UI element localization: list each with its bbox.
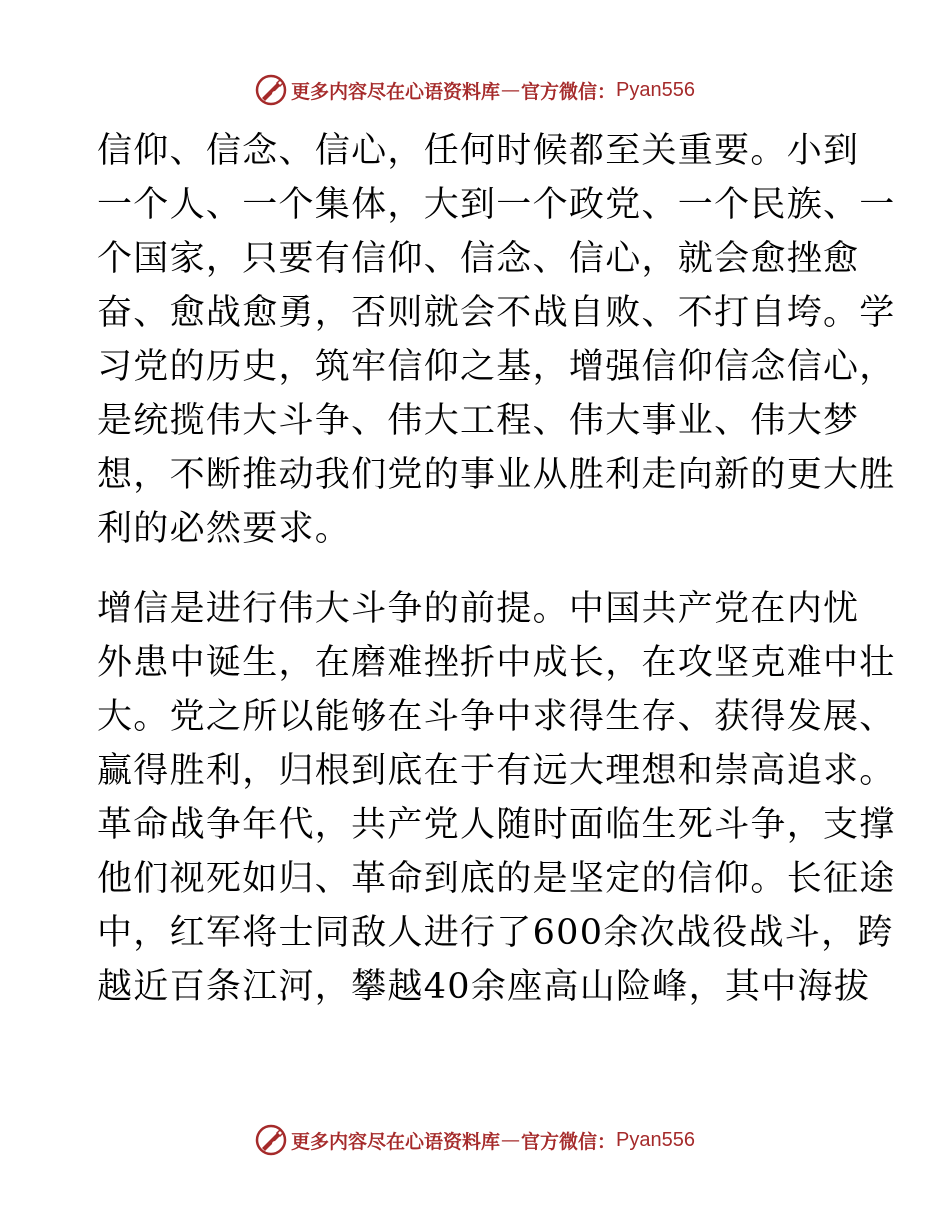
pen-logo-icon [255,74,287,106]
text-line: 一个人、一个集体，大到一个政党、一个民族、一 [97,185,896,225]
text-line: 中，红军将士同敌人进行了600余次战役战斗，跨 [97,913,894,953]
paragraph [97,124,896,556]
text-line: 利的必然要求。 [97,509,352,549]
header-banner [0,70,950,110]
text-line: 是统揽伟大斗争、伟大工程、伟大事业、伟大梦 [97,401,860,441]
footer-dash: — [501,1129,521,1151]
footer-brand-text: 更多内容尽在心语资料库 [291,1130,501,1153]
text-line: 赢得胜利，归根到底在于有远大理想和崇高追求。 [97,751,896,791]
text-line: 个国家，只要有信仰、信念、信心，就会愈挫愈 [97,239,860,279]
text-line: 外患中诞生，在磨难挫折中成长，在攻坚克难中壮 [97,643,896,683]
header-dash: — [501,79,521,101]
footer-banner [0,1120,950,1160]
text-line: 大。党之所以能够在斗争中求得生存、获得发展、 [97,697,896,737]
pen-logo-icon [255,1124,287,1156]
header-brand-text: 更多内容尽在心语资料库 [291,80,501,103]
header-wechat-id: Pyan556 [616,78,695,101]
footer-wechat-id: Pyan556 [616,1128,695,1151]
text-line: 奋、愈战愈勇，否则就会不战自败、不打自垮。学 [97,293,896,333]
text-line: 革命战争年代，共产党人随时面临生死斗争，支撑 [97,805,896,845]
paragraph [97,582,896,1014]
text-line: 想，不断推动我们党的事业从胜利走向新的更大胜 [97,455,896,495]
text-line: 他们视死如归、革命到底的是坚定的信仰。长征途 [97,859,896,899]
header-wechat-label: 官方微信： [521,80,617,103]
paragraph-gap [97,556,857,582]
text-line: 越近百条江河，攀越40余座高山险峰，其中海拔 [97,967,871,1007]
footer-wechat-label: 官方微信： [521,1130,617,1153]
text-line: 习党的历史，筑牢信仰之基，增强信仰信念信心， [97,347,896,387]
text-line: 信仰、信念、信心，任何时候都至关重要。小到 [97,131,860,171]
text-line: 增信是进行伟大斗争的前提。中国共产党在内忧 [97,589,860,629]
document-body [97,124,896,1014]
